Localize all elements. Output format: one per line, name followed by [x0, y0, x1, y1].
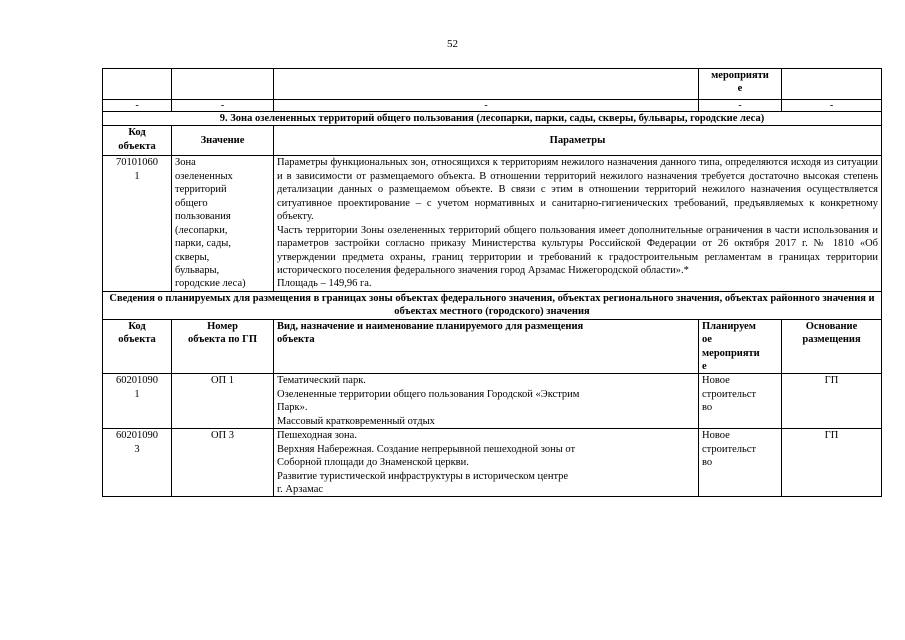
- planned-title: Сведения о планируемых для размещения в границах зоны объектах федерального значения, объектах регионального значения, объектах районного значения и объектах местного (городского) значения: [103, 291, 882, 319]
- planned-row: [103, 374, 882, 429]
- params-paragraph: Параметры функциональных зон, относящихся к территориям нежилого назначения данного типа, определяются исходя из ситуации и в зависимости от размещаемого объекта. В отношении территорий нежилого назначения требуется достаточно высокая степень детализации данных о размещаемом объекте. В связи с этим в отношении территорий нежилого назначения осуществляется ситуативное проектирование – с учетом нормативных и санитарно-гигиенических требований, предъявляемых к конкретному объекту.: [277, 157, 878, 223]
- zone-code: 70101060 1: [103, 156, 172, 291]
- planned-row: [103, 429, 882, 497]
- planned-header-row: [103, 319, 882, 374]
- planned-basis: ГП: [782, 374, 882, 429]
- planned-measure: Новое строительст во: [699, 429, 782, 497]
- params-area: Площадь – 149,96 га.: [277, 278, 372, 290]
- zone-value: Зона озелененных территорий общего пользования (лесопарки, парки, сады, скверы, бульвары, городские леса): [172, 156, 274, 291]
- header-value: Значение: [172, 126, 274, 156]
- dash-cell: -: [274, 100, 699, 112]
- header-code: Код объекта: [103, 126, 172, 156]
- planned-basis: ГП: [782, 429, 882, 497]
- section-title: 9. Зона озелененных территорий общего пользования (лесопарки, парки, сады, скверы, бульвары, городские леса): [103, 112, 882, 126]
- measure-header-continued: мероприяти е: [699, 69, 782, 100]
- section-header-row: [103, 126, 882, 156]
- planned-code: 60201090 1: [103, 374, 172, 429]
- zone-row: [103, 156, 882, 291]
- planned-header-basis: Основание размещения: [782, 319, 882, 374]
- header-params: Параметры: [274, 126, 882, 156]
- planned-header-description: Вид, назначение и наименование планируемого для размещения объекта: [274, 319, 699, 374]
- continuation-row: [103, 69, 882, 100]
- planning-table: [102, 68, 882, 497]
- zone-params: [274, 156, 882, 291]
- planned-header-measure: Планируем ое мероприяти е: [699, 319, 782, 374]
- planned-code: 60201090 3: [103, 429, 172, 497]
- planned-header-number: Номер объекта по ГП: [172, 319, 274, 374]
- planned-number: ОП 1: [172, 374, 274, 429]
- dash-cell: -: [699, 100, 782, 112]
- planned-description: Пешеходная зона. Верхняя Набережная. Создание непрерывной пешеходной зоны от Соборной площади до Знаменской церкви. Развитие туристической инфраструктуры в историческом центре г. Арзамас: [274, 429, 699, 497]
- planned-number: ОП 3: [172, 429, 274, 497]
- page-number: 52: [447, 38, 458, 50]
- planned-title-row: [103, 291, 882, 319]
- dash-cell: -: [103, 100, 172, 112]
- dash-cell: -: [782, 100, 882, 112]
- planned-description: Тематический парк. Озелененные территории общего пользования Городской «Экстрим Парк». Массовый кратковременный отдых: [274, 374, 699, 429]
- planned-measure: Новое строительст во: [699, 374, 782, 429]
- dash-row: [103, 100, 882, 112]
- planned-header-code: Код объекта: [103, 319, 172, 374]
- params-paragraph: Часть территории Зоны озелененных территорий общего пользования имеет дополнительные ограничения в части использования и параметров застройки согласно приказу Министерства культуры Российской Федерации от 26 октября 2017 г. № 1810 «Об утверждении предмета охраны, границ территории и требований к градостроительным регламентам в границах территории исторического поселения федерального значения город Арзамас Нижегородской области».*: [277, 224, 878, 276]
- dash-cell: -: [172, 100, 274, 112]
- section-title-row: [103, 112, 882, 126]
